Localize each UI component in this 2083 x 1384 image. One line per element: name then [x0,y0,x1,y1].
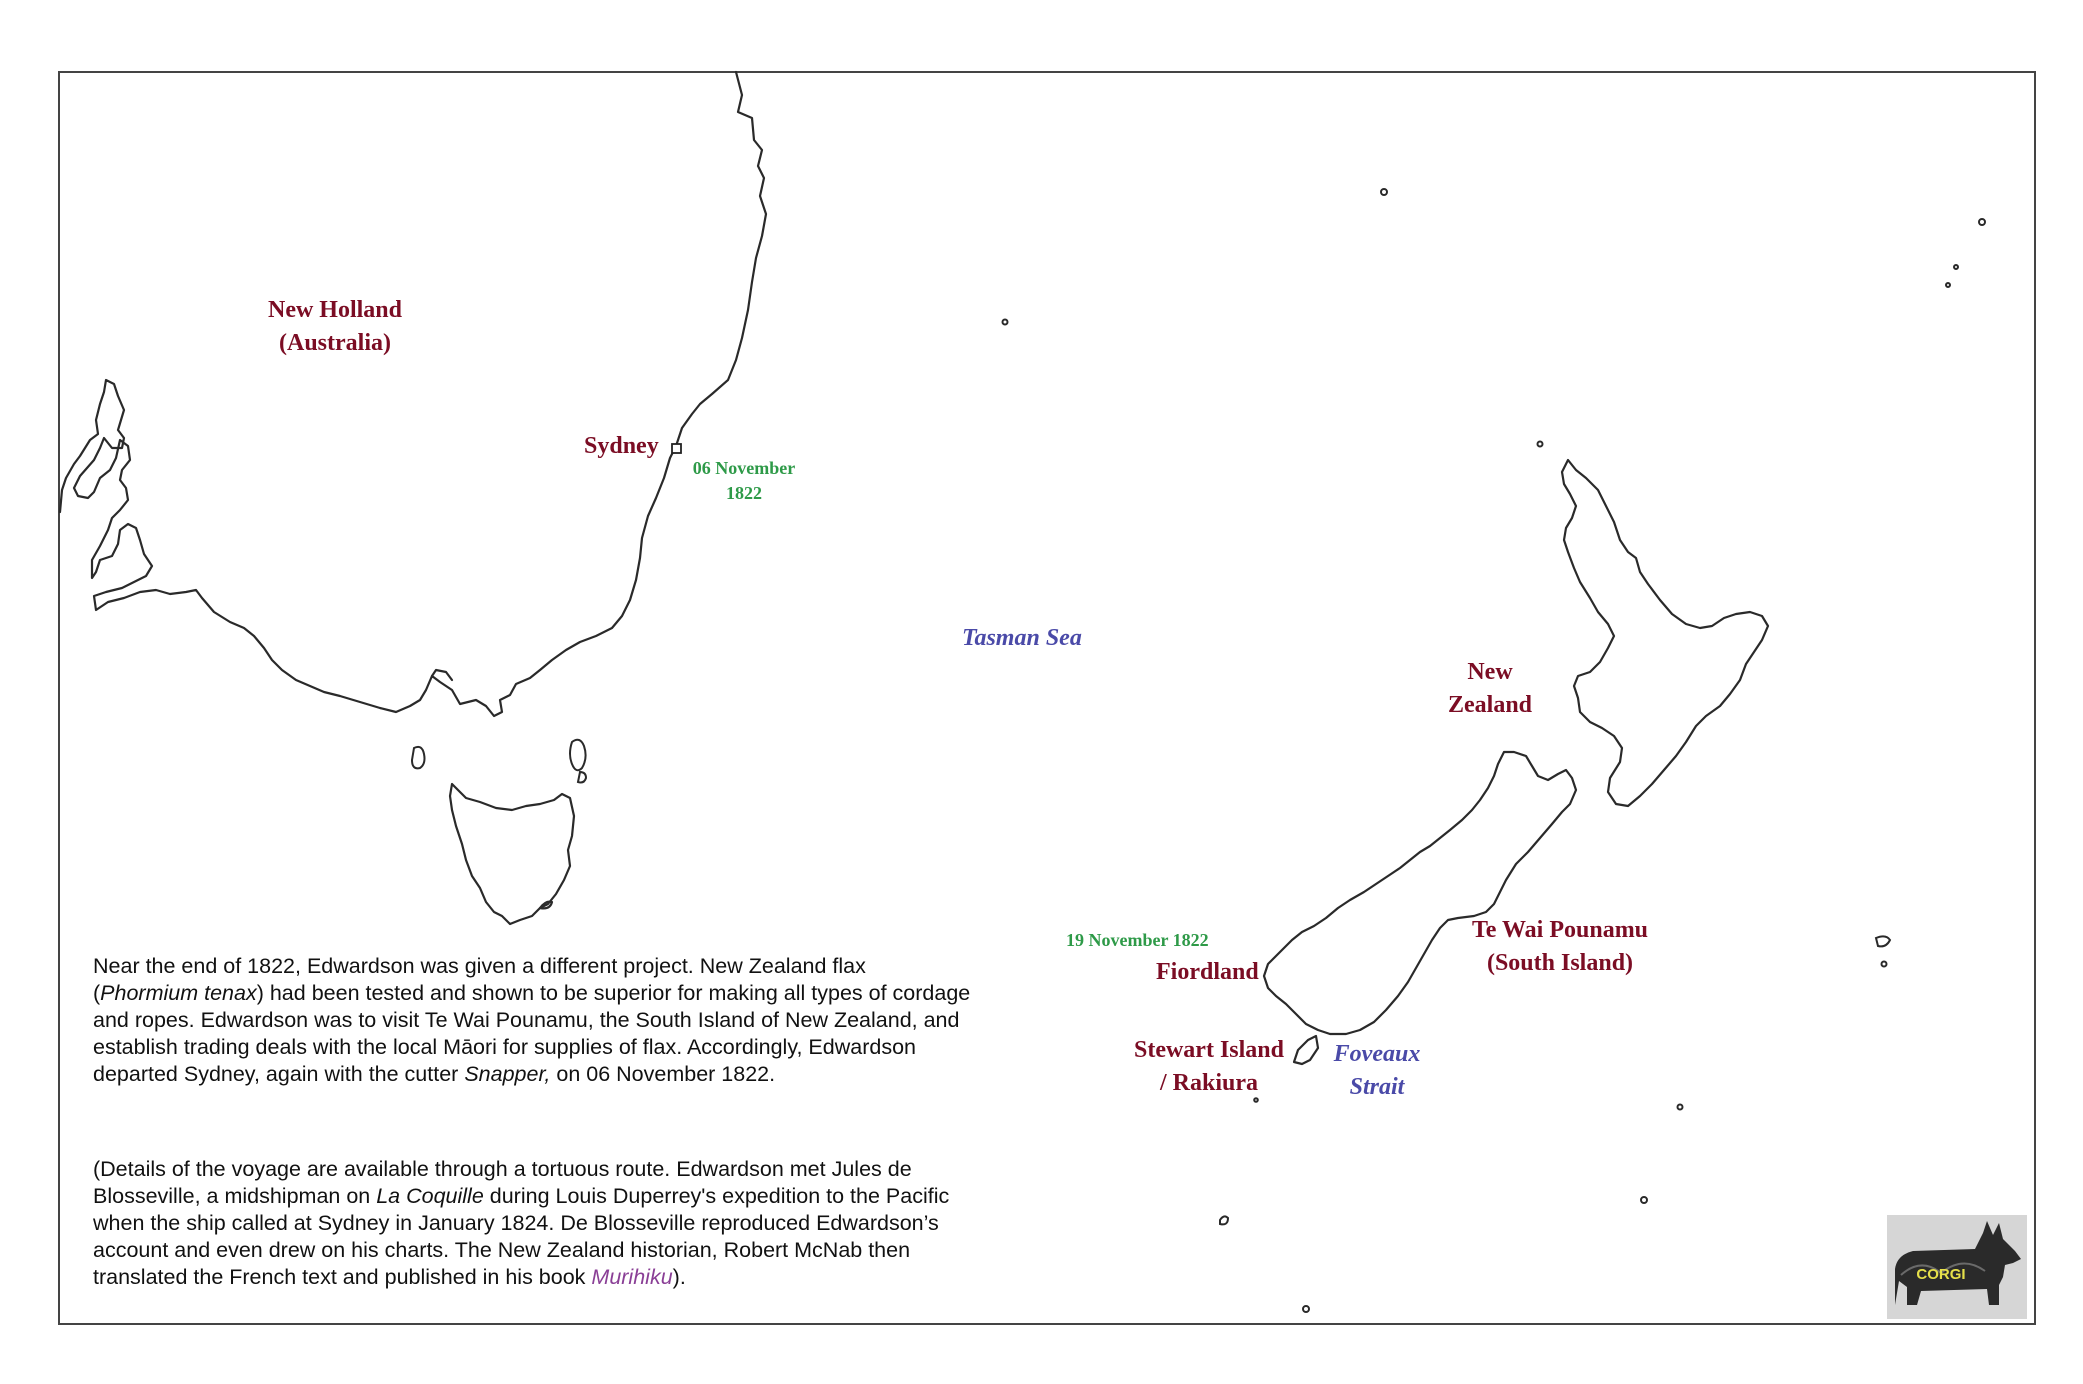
islet-7 [1876,936,1890,946]
islet-5 [1954,265,1958,269]
islet-12 [1303,1306,1309,1312]
label-new-zealand: New Zealand [1447,659,1533,718]
north-island-outline [1562,460,1768,806]
islet-2 [1003,320,1008,325]
label-sydney: Sydney [584,433,659,459]
label-stewart-island: Stewart Island / Rakiura [1133,1037,1284,1096]
australia-coastline [60,72,766,716]
king-island-outline [412,747,425,768]
tasmania-outline [450,784,574,924]
murihiku-book-title: Murihiku [591,1265,673,1289]
label-foveaux-strait: Foveaux Strait [1333,1041,1421,1100]
stewart-island-outline [1294,1036,1318,1064]
label-fiordland: Fiordland [1156,959,1259,985]
svg-text:CORGI: CORGI [1916,1266,1966,1283]
sydney-marker [672,444,681,453]
south-island-outline [1264,752,1576,1034]
islet-1 [1381,189,1387,195]
islet-6 [1946,283,1950,287]
label-new-holland: New Holland (Australia) [267,297,402,356]
flinders-island-outline [570,740,586,783]
islet-4 [1979,219,1985,225]
islet-8 [1882,962,1887,967]
islet-10 [1641,1197,1647,1203]
label-sydney-date: 06 November 1822 [692,458,796,503]
islet-9 [1678,1105,1683,1110]
label-fiordland-date: 19 November 1822 [1066,930,1209,950]
islet-3 [1538,442,1543,447]
label-te-wai-pounamu: Te Wai Pounamu (South Island) [1471,917,1649,976]
corgi-logo [1887,1215,2027,1319]
label-tasman-sea: Tasman Sea [962,625,1082,651]
narrative-paragraph-2: (Details of the voyage are available through a tortuous route. Edwardson met Jules de Blosseville, a midshipman on La Coquille during Louis Duperrey's expedition to the Pacific when the ship called at Sydney in January 1824. De Blosseville reproduced Edwardson’s account and even drew on his charts. The New Zealand historian, Robert McNab then translated the French text and published in his book Murihiku). [93,1157,950,1289]
narrative-paragraph-1: Near the end of 1822, Edwardson was given a different project. New Zealand flax (Phormium tenax) had been tested and shown to be superior for making all types of cordage and ropes. Edwardson was to visit Te Wai Pounamu, the South Island of New Zealand, and establish trading deals with the local Māori for supplies of flax. Accordingly, Edwardson departed Sydney, again with the cutter Snapper, on 06 November 1822. [93,954,971,1086]
islet-11 [1220,1216,1228,1224]
corgi-dog-icon [1887,1215,2027,1319]
